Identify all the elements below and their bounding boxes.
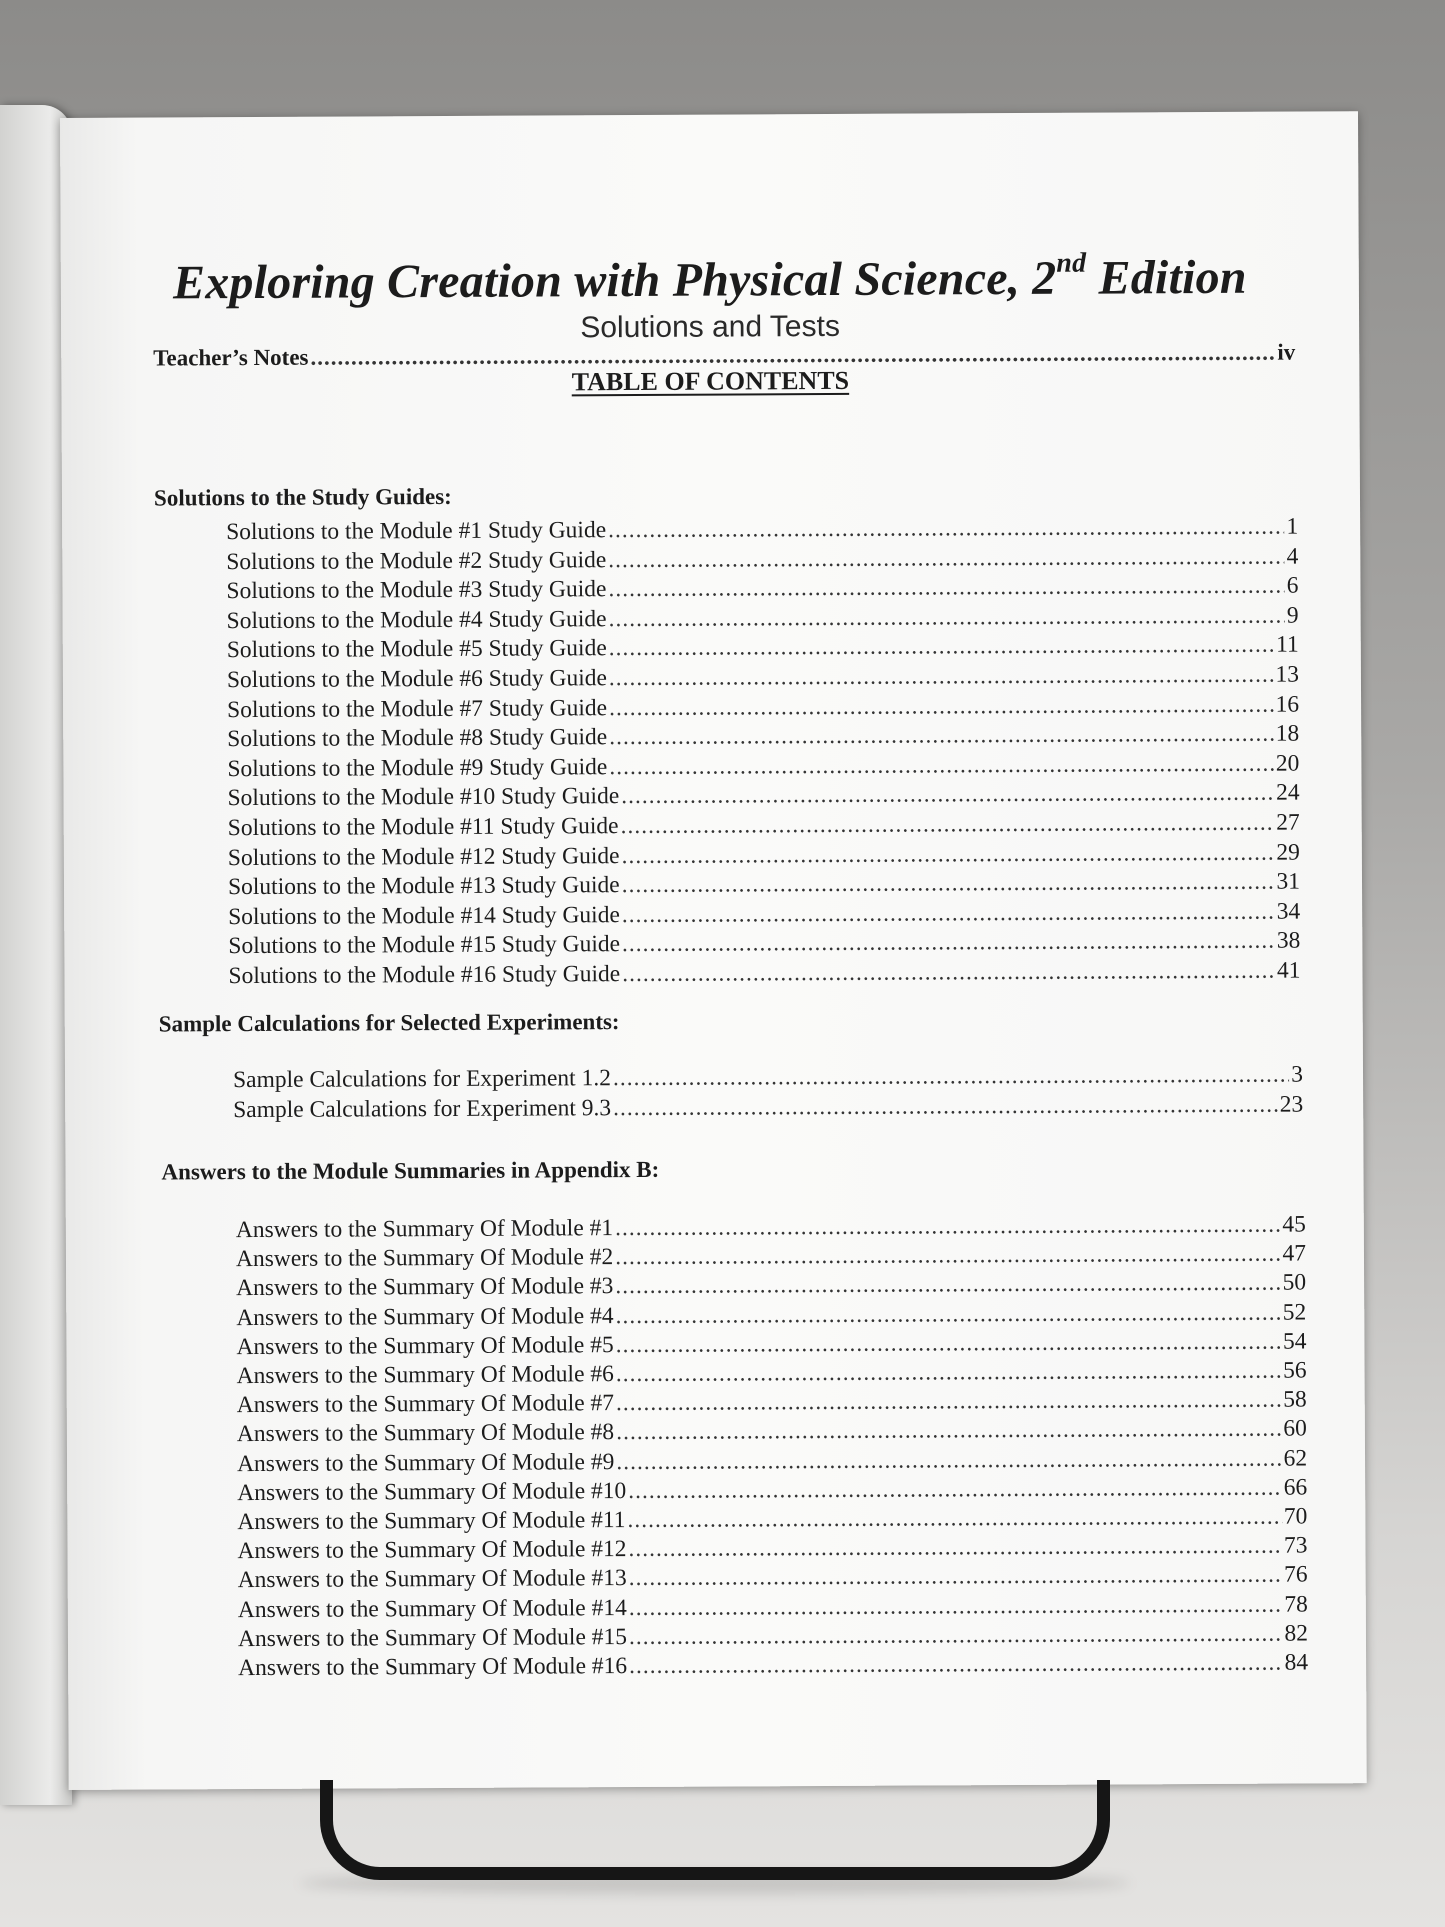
toc-row <box>238 1649 1308 1685</box>
dot-leader <box>616 1445 1281 1475</box>
toc-row-page: 11 <box>1276 631 1299 659</box>
toc-row-label: Answers to the Summary Of Module #15 <box>237 1623 628 1652</box>
toc-row-label: Solutions to the Module #14 Study Guide <box>228 901 620 930</box>
toc-row-page: 9 <box>1286 602 1299 629</box>
section-heading-study-guides: Solutions to the Study Guides: <box>153 483 452 511</box>
toc-row-page: 3 <box>1291 1061 1304 1088</box>
dot-leader <box>608 602 1284 633</box>
toc-row-page: 50 <box>1282 1269 1307 1297</box>
toc-row-page: 13 <box>1275 661 1299 688</box>
toc-row-page: 41 <box>1276 957 1301 984</box>
dot-leader <box>627 1504 1281 1534</box>
toc-row-label: Teacher’s Notes <box>153 344 309 371</box>
toc-row-page: 66 <box>1283 1474 1308 1501</box>
dot-leader <box>622 869 1275 899</box>
toc-row-page: 73 <box>1283 1532 1308 1559</box>
toc-heading: TABLE OF CONTENTS <box>571 365 850 397</box>
dot-leader <box>621 780 1274 810</box>
toc-row-label: Answers to the Summary Of Module #12 <box>237 1536 627 1565</box>
toc-row-page: 47 <box>1282 1240 1307 1267</box>
toc-row-label: Answers to the Summary Of Module #7 <box>236 1390 615 1419</box>
section-heading-sample-calculations: Sample Calculations for Selected Experiments: <box>158 1009 620 1037</box>
toc-row-label: Answers to the Summary Of Module #13 <box>237 1565 627 1594</box>
dot-leader <box>609 632 1275 662</box>
dot-leader <box>615 1241 1280 1271</box>
toc-row-page: 60 <box>1283 1415 1307 1443</box>
toc-row-label: Solutions to the Module #11 Study Guide <box>227 813 619 842</box>
dot-leader <box>613 1062 1290 1093</box>
toc-row-page: 70 <box>1283 1503 1308 1530</box>
toc-row-label: Solutions to the Module #7 Study Guide <box>227 694 608 723</box>
toc-row-label: Solutions to the Module #2 Study Guide <box>226 546 607 575</box>
toc-row-label: Answers to the Summary Of Module #16 <box>238 1653 628 1682</box>
toc-row-label: Answers to the Summary Of Module #1 <box>235 1215 614 1244</box>
toc-row-label: Solutions to the Module #15 Study Guide <box>228 931 621 960</box>
toc-row-page: 29 <box>1276 839 1300 866</box>
toc-row-label: Solutions to the Module #4 Study Guide <box>226 605 607 634</box>
toc-row-page: iv <box>1277 339 1296 365</box>
dot-leader <box>622 928 1275 958</box>
toc-row-page: 76 <box>1284 1561 1308 1589</box>
toc-row-label: Sample Calculations for Experiment 9.3 <box>233 1094 612 1123</box>
dot-leader <box>621 839 1274 869</box>
toc-row-page: 20 <box>1275 750 1300 777</box>
dot-leader <box>629 1591 1283 1621</box>
toc-row-page: 31 <box>1276 868 1301 895</box>
dot-leader <box>615 1270 1280 1300</box>
dot-leader <box>616 1387 1281 1417</box>
dot-leader <box>608 543 1284 574</box>
toc-row-page: 1 <box>1286 513 1299 540</box>
toc-row-label: Solutions to the Module #8 Study Guide <box>227 724 608 753</box>
dot-leader <box>616 1358 1281 1388</box>
dot-leader <box>629 1650 1283 1680</box>
toc-row-label: Answers to the Summary Of Module #4 <box>236 1302 614 1331</box>
dot-leader <box>609 750 1274 780</box>
title-superscript: nd <box>1056 247 1087 279</box>
dot-leader <box>628 1533 1282 1563</box>
toc-row-label: Answers to the Summary Of Module #8 <box>236 1419 615 1448</box>
toc-row-label: Answers to the Summary Of Module #11 <box>237 1507 626 1536</box>
toc-row-label: Answers to the Summary Of Module #14 <box>237 1594 627 1623</box>
dot-leader <box>615 1212 1280 1242</box>
dot-leader <box>628 1474 1282 1504</box>
dot-leader <box>608 573 1284 604</box>
toc-row-page: 82 <box>1284 1620 1309 1647</box>
dot-leader <box>615 1299 1280 1329</box>
toc-row-page: 78 <box>1284 1591 1308 1618</box>
dot-leader <box>609 662 1274 692</box>
toc-row-page: 27 <box>1276 809 1300 836</box>
toc-row-page: 58 <box>1283 1386 1307 1413</box>
section-heading-module-summaries: Answers to the Module Summaries in Appendix B: <box>161 1156 660 1185</box>
toc-row-label: Solutions to the Module #12 Study Guide <box>227 842 620 871</box>
dot-leader <box>620 810 1274 840</box>
toc-row-page: 4 <box>1286 543 1299 570</box>
toc-row-page: 23 <box>1279 1091 1304 1118</box>
toc-row-page: 24 <box>1275 779 1300 807</box>
dot-leader <box>622 898 1275 928</box>
toc-row-label: Answers to the Summary Of Module #2 <box>235 1244 614 1273</box>
toc-row-label: Solutions to the Module #3 Study Guide <box>226 576 607 605</box>
toc-row-label: Solutions to the Module #1 Study Guide <box>226 517 607 546</box>
toc-row-page: 45 <box>1282 1211 1306 1238</box>
toc-row-label: Solutions to the Module #10 Study Guide <box>227 783 620 812</box>
toc-row <box>233 1091 1303 1127</box>
toc-row-label: Answers to the Summary Of Module #10 <box>237 1477 627 1506</box>
toc-row-page: 56 <box>1283 1357 1307 1384</box>
toc-row-page: 38 <box>1276 927 1301 955</box>
toc-row-label: Answers to the Summary Of Module #5 <box>236 1331 614 1360</box>
toc-row <box>228 958 1300 994</box>
toc-row-label: Solutions to the Module #9 Study Guide <box>227 753 608 782</box>
dot-leader <box>613 1091 1278 1121</box>
toc-row-page: 52 <box>1282 1299 1307 1326</box>
toc-row-page: 84 <box>1284 1649 1309 1676</box>
title-main: Exploring Creation with Physical Science, 2 <box>172 251 1057 310</box>
dot-leader <box>609 691 1274 721</box>
dot-leader <box>622 958 1275 988</box>
toc-row-page: 18 <box>1275 720 1300 747</box>
toc-row-label: Solutions to the Module #6 Study Guide <box>226 665 607 694</box>
toc-row-page: 6 <box>1286 572 1299 599</box>
toc-row-label: Solutions to the Module #13 Study Guide <box>227 872 620 901</box>
document-subtitle: Solutions and Tests <box>580 309 841 345</box>
dot-leader <box>609 721 1274 751</box>
dot-leader <box>616 1328 1281 1358</box>
toc-row-page: 16 <box>1275 691 1300 718</box>
toc-row-label: Answers to the Summary Of Module #3 <box>236 1273 614 1302</box>
toc-row-page: 62 <box>1283 1445 1308 1472</box>
title-end: Edition <box>1086 250 1247 305</box>
document-page <box>60 111 1367 1790</box>
dot-leader <box>608 514 1284 545</box>
toc-row-page: 34 <box>1276 898 1301 925</box>
dot-leader <box>310 340 1275 371</box>
dot-leader <box>629 1562 1283 1592</box>
toc-row-teachers-notes <box>153 340 1295 376</box>
book-stand <box>320 1780 1110 1880</box>
dot-leader <box>616 1416 1281 1446</box>
toc-row-label: Solutions to the Module #16 Study Guide <box>228 961 621 990</box>
toc-row-label: Solutions to the Module #5 Study Guide <box>226 635 607 664</box>
toc-row-label: Answers to the Summary Of Module #6 <box>236 1361 614 1390</box>
dot-leader <box>629 1620 1283 1650</box>
toc-row-page: 54 <box>1282 1328 1307 1355</box>
toc-row-label: Sample Calculations for Experiment 1.2 <box>232 1065 611 1094</box>
toc-row-label: Answers to the Summary Of Module #9 <box>236 1448 615 1477</box>
document-title <box>61 246 1359 311</box>
